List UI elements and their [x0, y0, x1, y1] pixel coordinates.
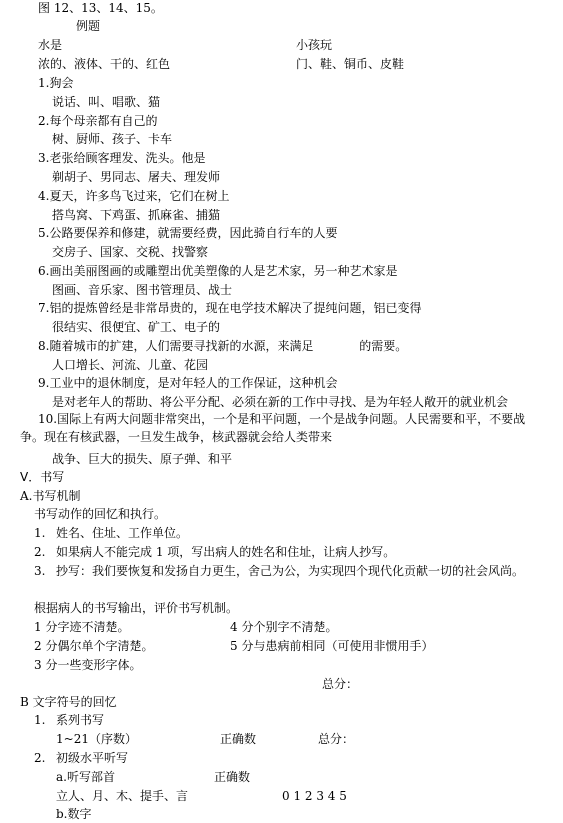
section-heading: V．书写 [20, 470, 65, 484]
list-item-number: 1. [34, 526, 46, 540]
list-item-number: 2. [34, 545, 46, 559]
evaluation-note: 根据病人的书写输出，评价书写机制。 [34, 601, 239, 615]
correct-count-label: 正确数 [214, 770, 251, 784]
subsection-b-title: B 文字符号的回忆 [20, 695, 117, 709]
list-item-text: 抄写：我们要恢复和发扬自力更生，舍己为公，为实现四个现代化贡献一切的社会风尚。 [56, 564, 525, 578]
options-2: 树、厨师、孩子、卡车 [52, 132, 173, 146]
list-item-text: 如果病人不能完成 1 项，写出病人的姓名和住址，让病人抄写。 [56, 545, 396, 559]
score-1: 1 分字迹不清楚。 [34, 620, 130, 634]
list-item-text: 姓名、住址、工作单位。 [56, 526, 189, 540]
figure-reference: 图 12、13、14、15。 [38, 1, 163, 15]
subsection-a-intro: 书写动作的回忆和执行。 [34, 507, 167, 521]
options-7: 很结实、很便宜、矿工、电子的 [52, 320, 221, 334]
example-right-options: 门、鞋、铜币、皮鞋 [296, 57, 405, 71]
list-item-number: 1. [34, 713, 46, 727]
options-5: 交房子、国家、交税、找警察 [52, 245, 209, 259]
example-right-question: 小孩玩 [296, 38, 333, 52]
dictation-label: 初级水平听写 [56, 751, 129, 765]
example-heading: 例题 [76, 19, 101, 33]
question-7: 7.铝的提炼曾经是非常昂贵的，现在电学技术解决了提纯问题，铝已变得 [38, 301, 422, 315]
question-10: 10.国际上有两大问题非常突出，一个是和平问题，一个是战争问题。人民需要和平，不要战争。现在有核武器，一旦发生战争，核武器就会给人类带来 [20, 412, 526, 444]
question-9-continuation: 是对老年人的帮助、将公平分配、必须在新的工作中寻找、是为年轻人敞开的就业机会 [52, 395, 509, 409]
total-score-label: 总分： [322, 677, 359, 691]
score-5: 5 分与患病前相同（可使用非惯用手） [230, 639, 434, 653]
question-2: 2.每个母亲都有自己的 [38, 114, 158, 128]
options-1: 说话、叫、唱歌、猫 [52, 95, 161, 109]
radical-words: 立人、月、木、提手、言 [56, 789, 189, 803]
total-score-label: 总分： [318, 732, 355, 746]
series-range: 1~21（序数） [56, 732, 137, 746]
options-4: 搭鸟窝、下鸡蛋、抓麻雀、捕猫 [52, 208, 221, 222]
series-writing-label: 系列书写 [56, 713, 105, 727]
score-2: 2 分偶尔单个字清楚。 [34, 639, 154, 653]
score-scale: 0 1 2 3 4 5 [282, 789, 347, 803]
example-left-question: 水是 [38, 38, 63, 52]
question-3: 3.老张给顾客理发、洗头。他是 [38, 151, 206, 165]
options-10: 战争、巨大的损失、原子弹、和平 [52, 452, 233, 466]
options-6: 图画、音乐家、图书管理员、战士 [52, 283, 233, 297]
question-9: 9.工业中的退休制度，是对年轻人的工作保证，这种机会 [38, 376, 338, 390]
radical-dictation-label: a.听写部首 [56, 770, 115, 784]
score-4: 4 分个别字不清楚。 [230, 620, 338, 634]
digit-dictation-label: b.数字 [56, 807, 92, 821]
example-left-options: 浓的、液体、干的、红色 [38, 57, 171, 71]
question-8: 8.随着城市的扩建，人们需要寻找新的水源，来满足 的需要。 [38, 339, 408, 353]
options-8: 人口增长、河流、儿童、花园 [52, 358, 209, 372]
list-item-number: 2. [34, 751, 46, 765]
question-4: 4.夏天，许多鸟飞过来，它们在树上 [38, 189, 230, 203]
question-5: 5.公路要保养和修建，就需要经费，因此骑自行车的人要 [38, 226, 338, 240]
score-3: 3 分一些变形字体。 [34, 658, 142, 672]
options-3: 剃胡子、男同志、屠夫、理发师 [52, 170, 221, 184]
subsection-a-title: A.书写机制 [20, 489, 81, 503]
question-6: 6.画出美丽图画的或雕塑出优美塑像的人是艺术家，另一种艺术家是 [38, 264, 398, 278]
list-item-number: 3. [34, 564, 46, 578]
correct-count-label: 正确数 [220, 732, 257, 746]
question-1: 1.狗会 [38, 76, 74, 90]
